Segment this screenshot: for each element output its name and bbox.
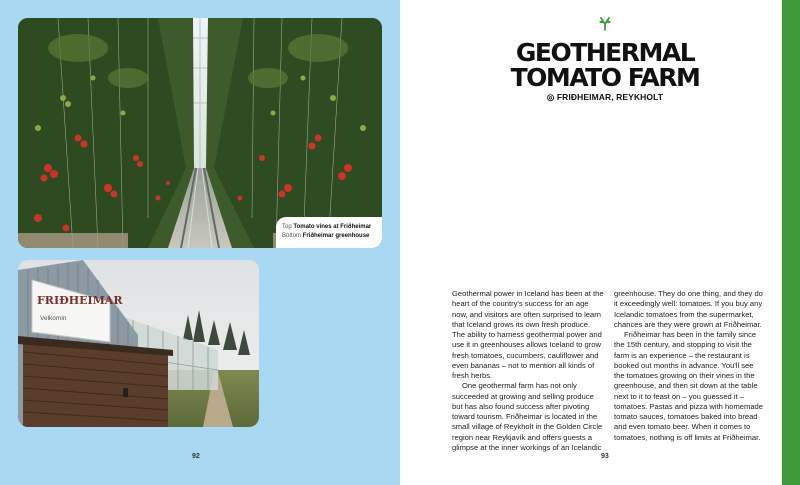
photo-caption [276, 217, 382, 248]
location-text: FRIÐHEIMAR, REYKHOLT [556, 92, 664, 102]
caption-bottom-line [282, 232, 376, 241]
body-column-1 [452, 289, 604, 453]
caption-top-line [282, 223, 376, 232]
page-number-right: 93 [601, 453, 609, 460]
page-number-left: 92 [192, 453, 200, 460]
title-line-2: TOMATO FARM [510, 63, 700, 92]
location-pin-icon: ◎ [546, 92, 555, 102]
caption-bottom-label: Bottom [282, 233, 302, 239]
green-page-edge [782, 0, 800, 485]
title-line-1: GEOTHERMAL [515, 38, 695, 67]
caption-top-label: Top [282, 224, 292, 230]
article-title [480, 40, 730, 90]
photo-tomato-vines [18, 18, 382, 248]
sign-name: FRIÐHEIMAR [37, 294, 123, 307]
article-location [480, 92, 730, 103]
caption-bottom-text: Friðheimar greenhouse [302, 233, 370, 239]
body-column-2 [614, 289, 766, 443]
paragraph: greenhouse. They do one thing, and they do it exceedingly well: tomatoes. If you buy any Icelandic tomatoes from the supermarket, chances are they were grown at Friðheimar. [614, 289, 763, 329]
caption-top-text: Tomato vines at Friðheimar [293, 224, 372, 230]
paragraph: One geothermal farm has not only succeeded at growing and selling produce but has also found success after pivoting toward tourism. Friðheimar is located in the small village of Reykholt in the Golden Circle region near Reykjavík and offers guests a glimpse at the inner workings of an Icelandic [452, 381, 603, 452]
paragraph: Friðheimar has been in the family since the 15th century, and stopping to visit the farm is an experience – the restaurant is booked out months in advance. You'll see the tomatoes growing on their vines in the greenhouse, and then sit down at the table next to it to feast on – you guessed it – tomatoes. Pastas and pizza with homemade tomato sauces, tomatoes baked into bread and even tomato beer. When it comes to tomatoes, nothing is off limits at Friðheimar. [614, 330, 764, 442]
fork-leaf-icon [599, 17, 611, 31]
sign-welcome: Velkomin [40, 315, 67, 322]
photo-greenhouse [18, 260, 259, 427]
paragraph: Geothermal power in Iceland has been at the heart of the country's success for an age now, and visitors are often surprised to learn that Iceland grows its own fresh produce. The ability to harness geothermal power and use it in greenhouses allows Iceland to grow fresh tomatoes, cucumbers, cauliflower and even bananas – not to mention all kinds of fresh herbs. [452, 289, 604, 380]
